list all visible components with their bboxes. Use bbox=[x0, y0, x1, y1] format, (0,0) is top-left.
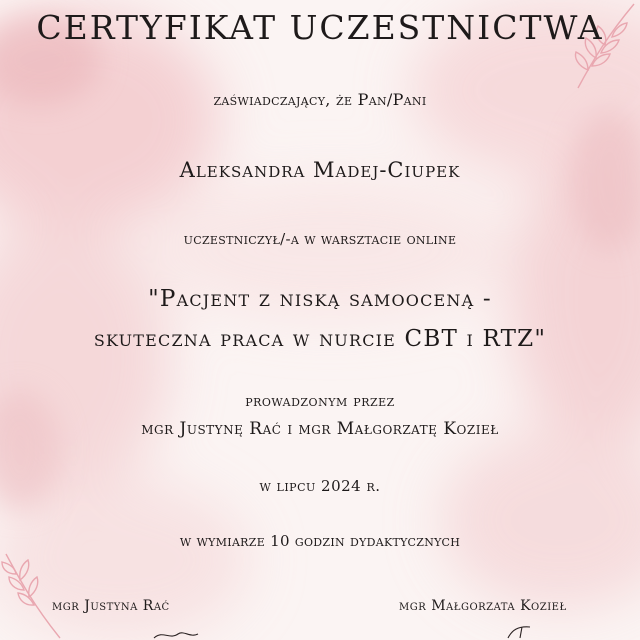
led-by-text: prowadzonym przez bbox=[245, 391, 395, 410]
signature-name-right: mgr Małgorzata Kozieł bbox=[399, 598, 567, 614]
workshop-title-line1: "Pacjent z niską samooceną - bbox=[148, 286, 492, 312]
date-text: w lipcu 2024 r. bbox=[259, 477, 381, 495]
hours-text: w wymiarze 10 godzin dydaktycznych bbox=[179, 532, 461, 550]
workshop-title-line2: skuteczna praca w nurcie CBT i RTZ" bbox=[93, 326, 547, 352]
participant-name: Aleksandra Madej-Ciupek bbox=[179, 158, 461, 182]
certificate-title: CERTYFIKAT UCZESTNICTWA bbox=[36, 8, 604, 47]
signature-name-left: mgr Justyna Rać bbox=[52, 598, 170, 614]
leaders-text: mgr Justynę Rać i mgr Małgorzatę Kozieł bbox=[141, 419, 499, 439]
intro-text: zaświadczający, że Pan/Pani bbox=[213, 90, 427, 109]
participation-text: uczestniczył/-a w warsztacie online bbox=[183, 230, 457, 248]
